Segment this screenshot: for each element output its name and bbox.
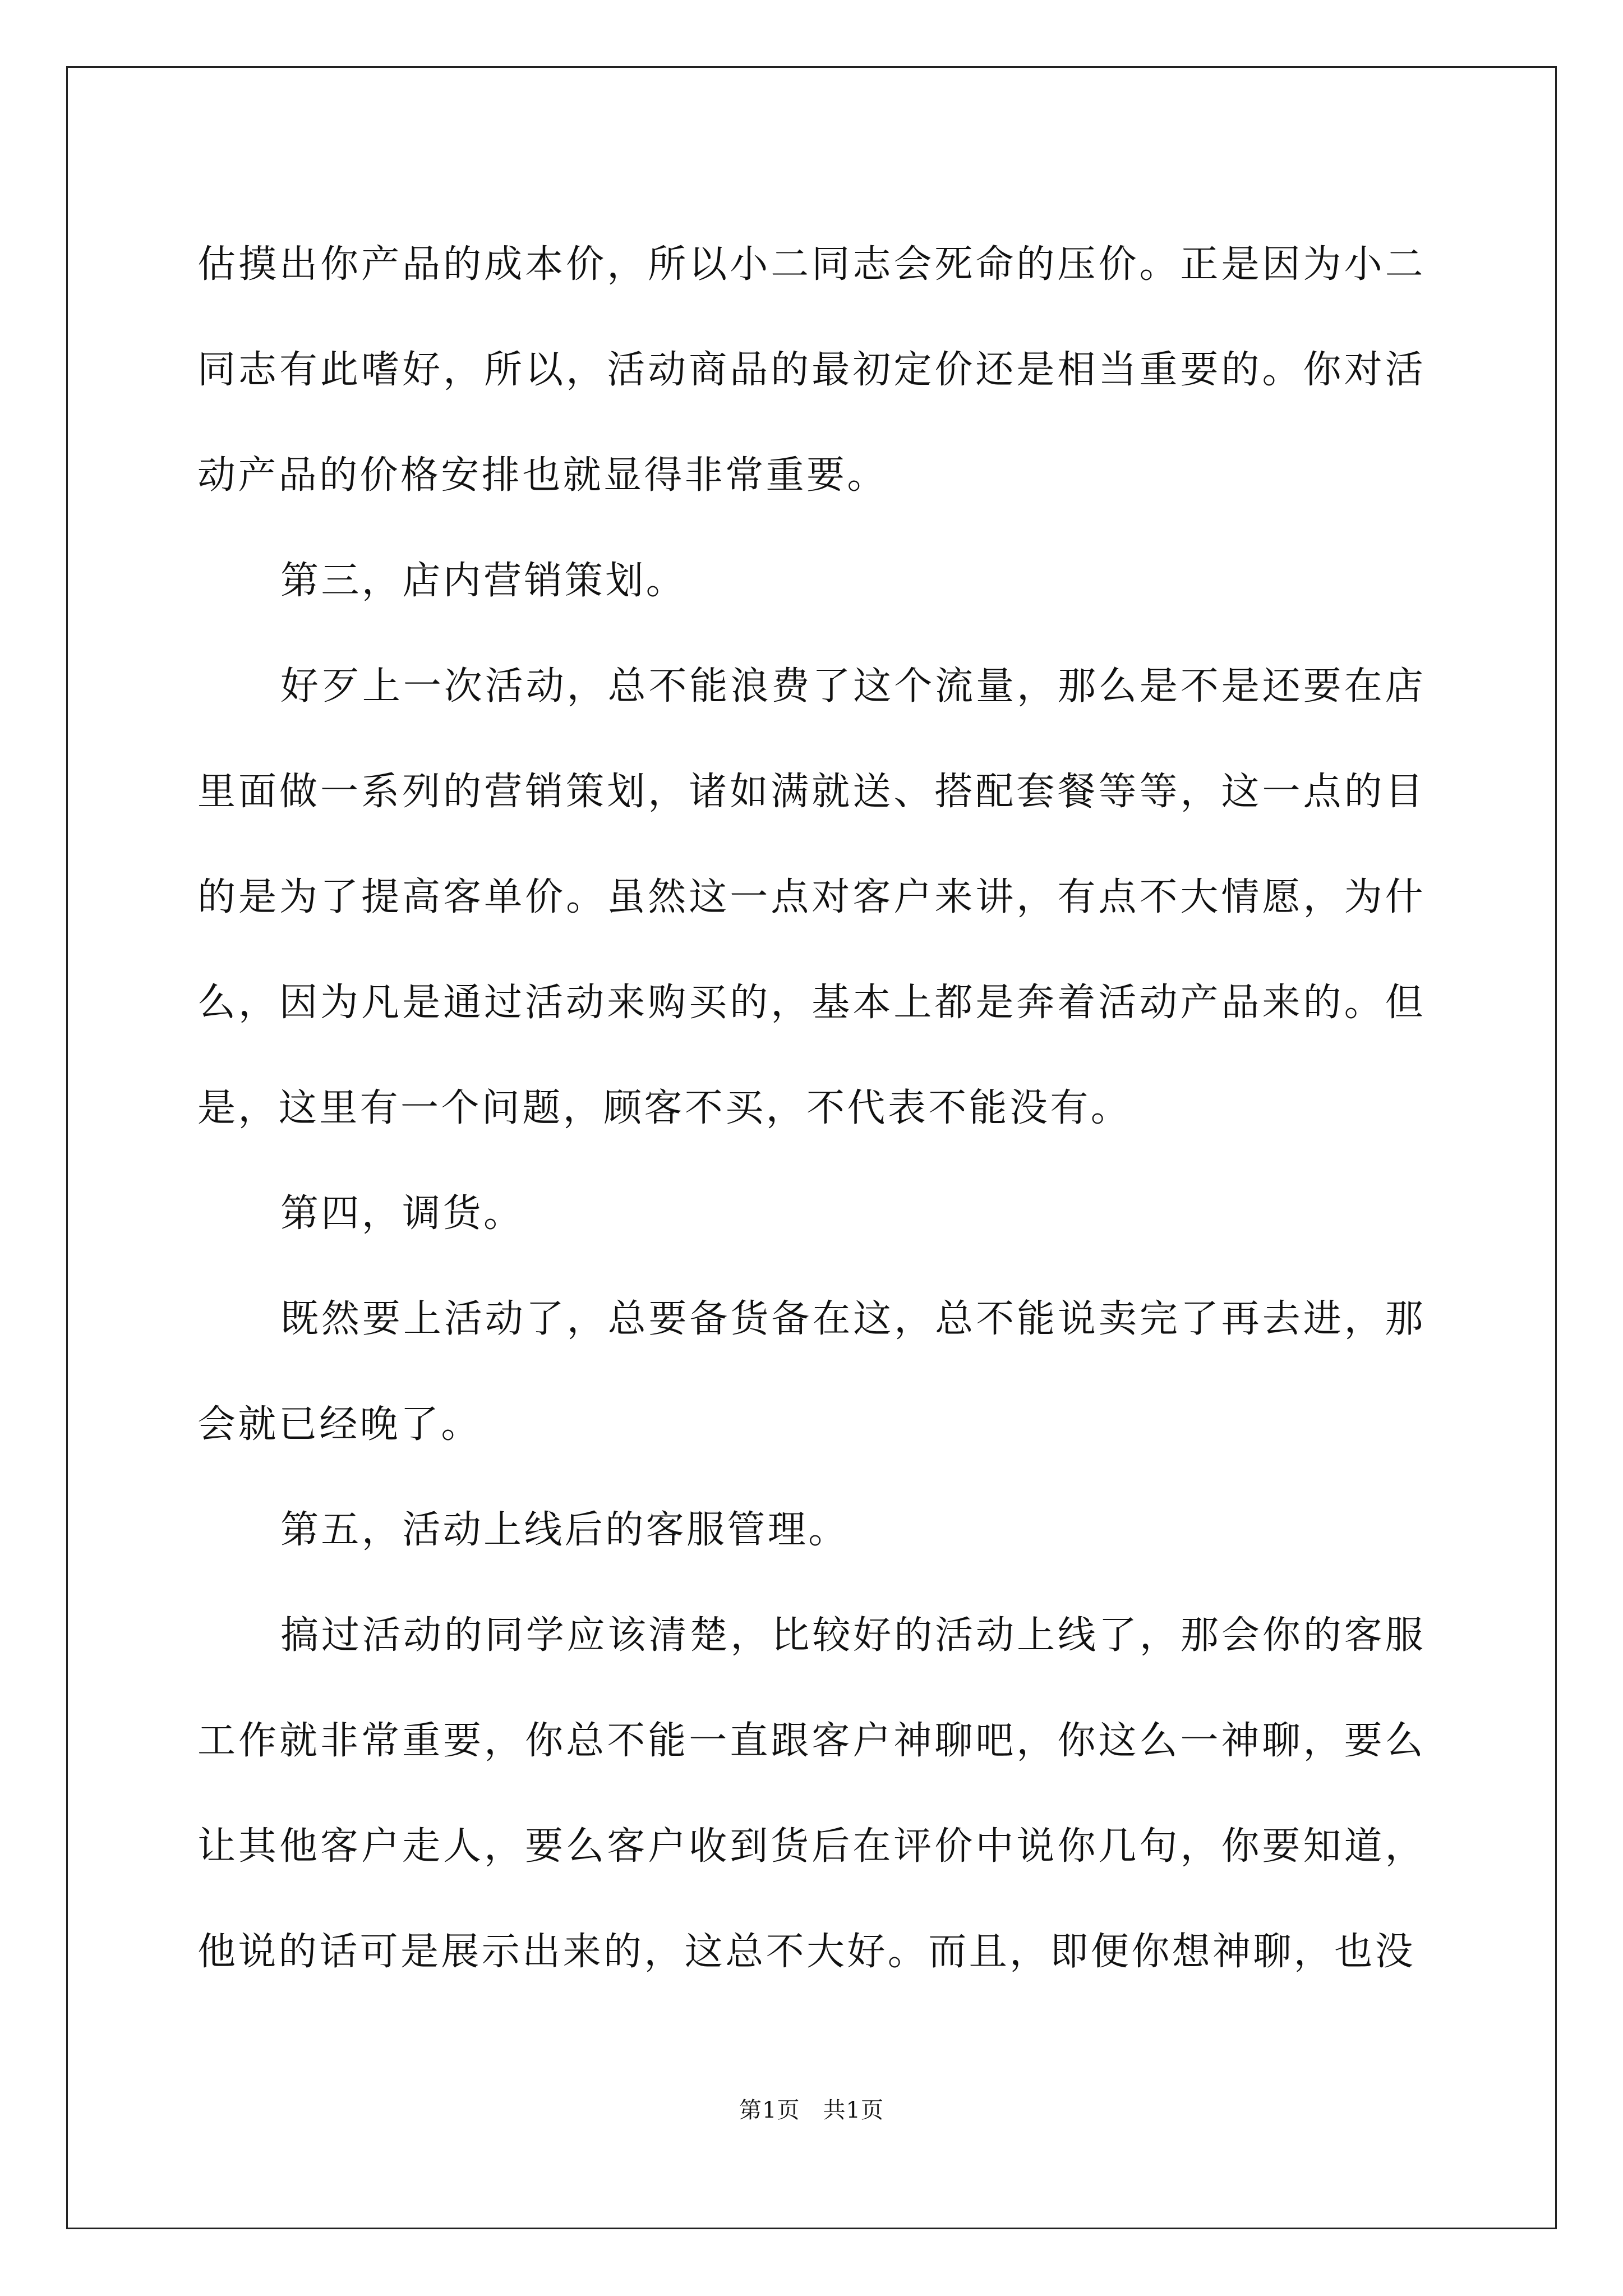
page-footer: 第1页 共1页	[739, 2097, 884, 2123]
paragraph-continuation: 估摸出你产品的成本价，所以小二同志会死命的压价。正是因为小二同志有此嗜好，所以，活动商品的最初定价还是相当重要的。你对活动产品的价格安排也就显得非常重要。	[197, 242, 1426, 498]
paragraph-stock-transfer: 既然要上活动了，总要备货备在这，总不能说卖完了再去进，那会就已经晚了。	[197, 1297, 1426, 1447]
paragraph-customer-service: 搞过活动的同学应该清楚，比较好的活动上线了，那会你的客服工作就非常重要，你总不能一直跟客户神聊吧，你这么一神聊，要么让其他客户走人，要么客户收到货后在评价中说你几句，你要知道，他说的话可是展示出来的，这总不大好。而且，即便你想神聊，也没	[197, 1613, 1426, 1974]
heading-section-five: 第五，活动上线后的客服管理。	[280, 1508, 849, 1552]
paragraph-marketing-plan: 好歹上一次活动，总不能浪费了这个流量，那么是不是还要在店里面做一系列的营销策划，诸如满就送、搭配套餐等等，这一点的目的是为了提高客单价。虽然这一点对客户来讲，有点不大情愿，为什么，因为凡是通过活动来购买的，基本上都是奔着活动产品来的。但是，这里有一个问题，顾客不买，不代表不能没有。	[197, 664, 1426, 1130]
document-body	[197, 212, 1426, 2005]
heading-section-three: 第三，店内营销策划。	[280, 559, 687, 603]
heading-section-four: 第四，调货。	[280, 1191, 524, 1236]
